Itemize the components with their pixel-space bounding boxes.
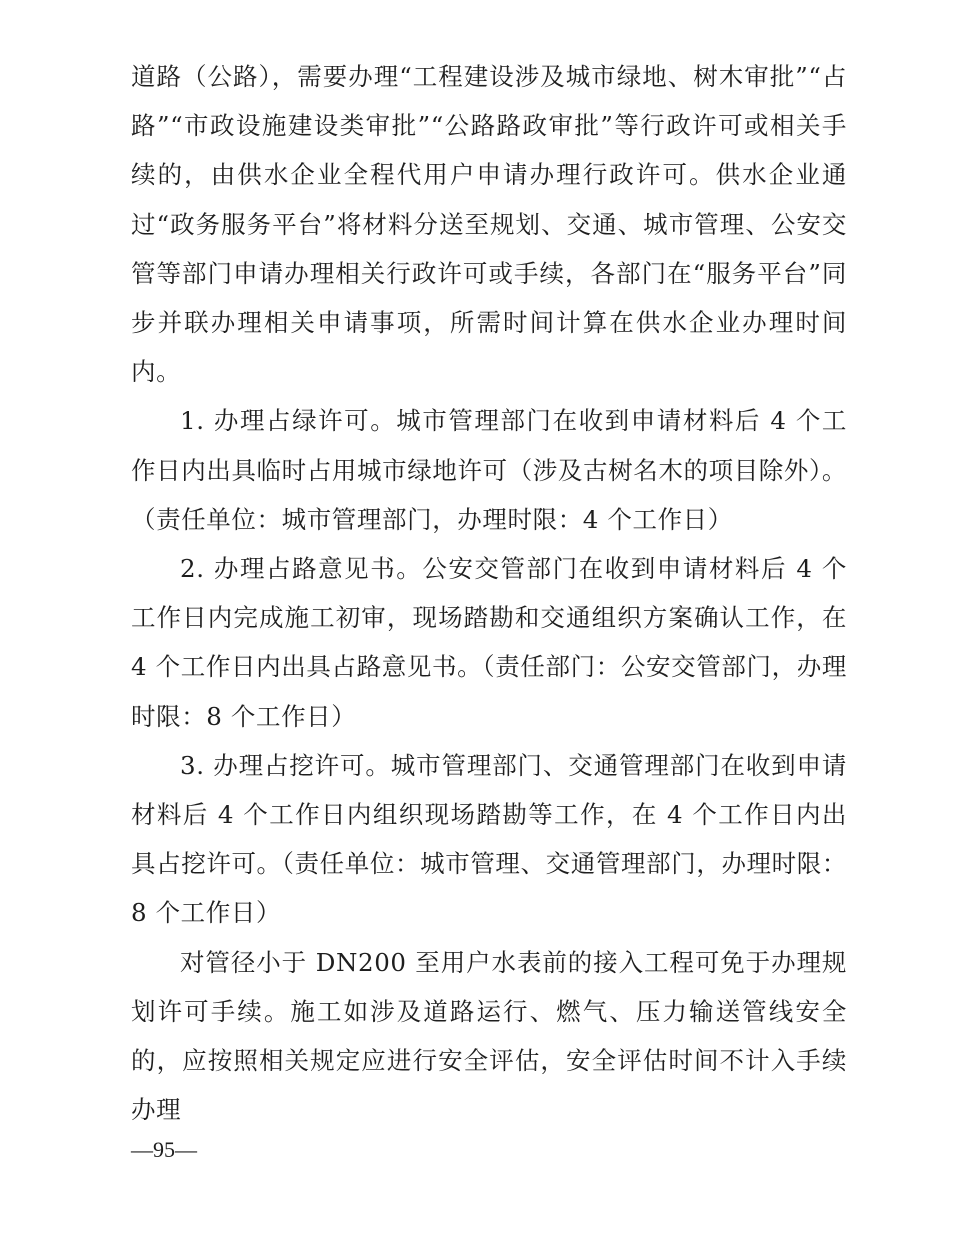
- page-number: —95—: [131, 1137, 197, 1162]
- document-body: [131, 52, 847, 1134]
- paragraph-green-space-permit: 1. 办理占绿许可。城市管理部门在收到申请材料后 4 个工作日内出具临时占用城市绿地许可（涉及古树名木的项目除外）。（责任单位：城市管理部门，办理时限：4 个工作日）: [131, 406, 847, 534]
- paragraph-approval-intro: 道路（公路），需要办理“工程建设涉及城市绿地、树木审批”“占路”“市政设施建设类审批”“公路路政审批”等行政许可或相关手续的，由供水企业全程代用户申请办理行政许可。供水企业通过“政务服务平台”将材料分送至规划、交通、城市管理、公安交管等部门申请办理相关行政许可或手续，各部门在“服务平台”同步并联办理相关申请事项，所需时间计算在供水企业办理时间内。: [131, 62, 847, 387]
- paragraph-road-occupancy-opinion: 2. 办理占路意见书。公安交管部门在收到申请材料后 4 个工作日内完成施工初审，现场踏勘和交通组织方案确认工作，在 4 个工作日内出具占路意见书。（责任部门：公安交管部门，办理时限：8 个工作日）: [131, 554, 847, 731]
- paragraph-dn200-exemption: 对管径小于 DN200 至用户水表前的接入工程可免于办理规划许可手续。施工如涉及道路运行、燃气、压力输送管线安全的，应按照相关规定应进行安全评估，安全评估时间不计入手续办理: [131, 947, 847, 1125]
- paragraph-excavation-permit: 3. 办理占挖许可。城市管理部门、交通管理部门在收到申请材料后 4 个工作日内组织现场踏勘等工作，在 4 个工作日内出具占挖许可。（责任单位：城市管理、交通管理部门，办理时限：8 个工作日）: [131, 750, 847, 928]
